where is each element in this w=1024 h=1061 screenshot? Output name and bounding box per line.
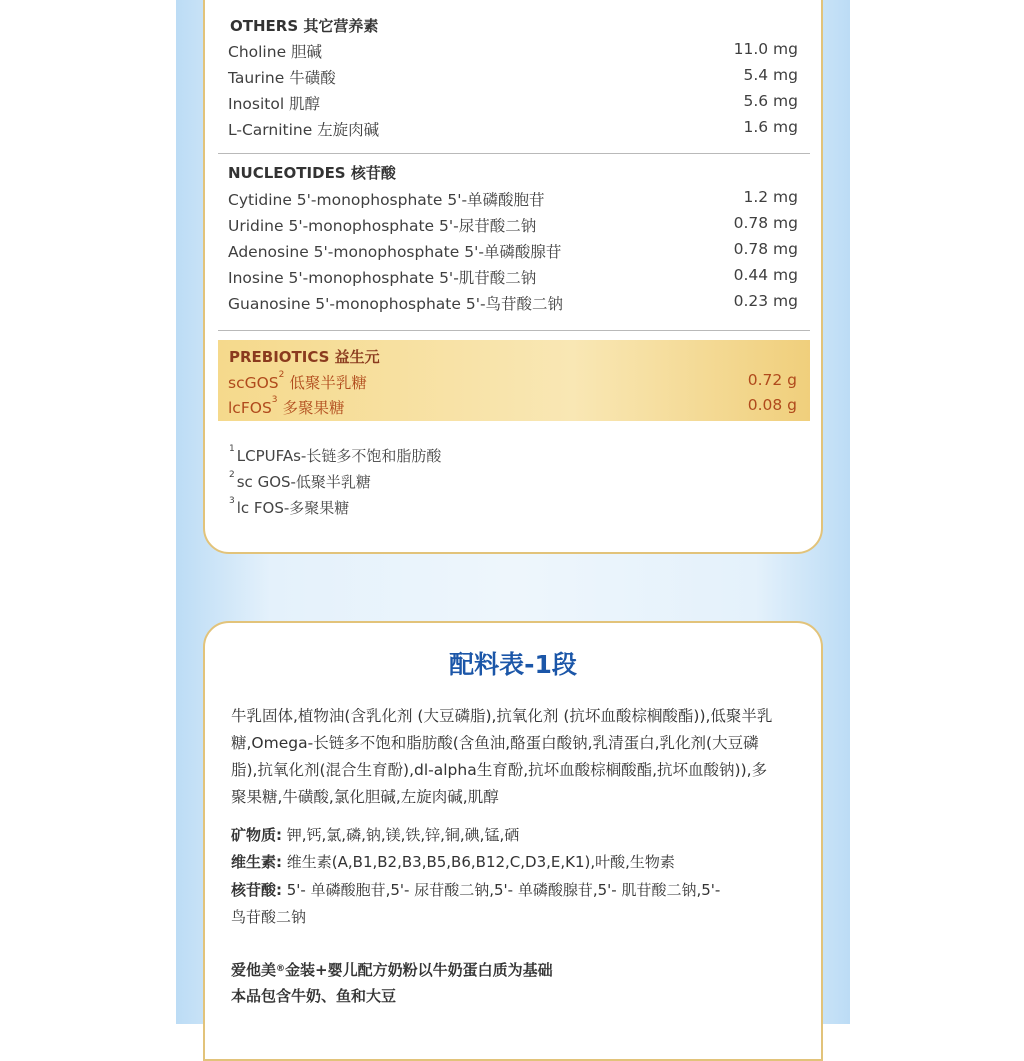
row-name: lcFOS$^3$ 多聚果糖	[228, 395, 345, 417]
table-row	[228, 66, 798, 88]
table-row	[228, 92, 798, 114]
table-row	[228, 292, 798, 314]
row-value: 5.4 mg	[743, 66, 798, 84]
row-name: Inositol 肌醇	[228, 95, 321, 113]
row-name: Taurine 牛磺酸	[228, 69, 336, 87]
vitamins-label: 维生素:	[231, 853, 282, 871]
vitamins-value: 维生素(A,B1,B2,B3,B5,B6,B12,C,D3,E,K1),叶酸,生物素	[282, 853, 675, 871]
row-name: Uridine 5'-monophosphate 5'-尿苷酸二钠	[228, 217, 537, 235]
section-divider	[218, 153, 810, 154]
row-name: L-Carnitine 左旋肉碱	[228, 121, 380, 139]
table-row	[228, 188, 798, 210]
table-row	[228, 240, 798, 262]
row-value: 0.78 mg	[733, 240, 798, 258]
nucleotides-value: 5'- 单磷酸胞苷,5'- 尿苷酸二钠,5'- 单磷酸腺苷,5'- 肌苷酸二钠,5'-	[282, 881, 721, 899]
prebiotics-section-title: PREBIOTICS 益生元	[229, 348, 380, 366]
nucleotides-line-2: 鸟苷酸二钠	[231, 908, 307, 926]
others-section-title: OTHERS 其它营养素	[230, 17, 379, 35]
ingredients-card	[203, 621, 823, 1061]
prebiotics-highlight-box	[218, 340, 810, 421]
minerals-value: 钾,钙,氯,磷,钠,镁,铁,锌,铜,碘,锰,硒	[282, 826, 520, 844]
table-row	[228, 396, 797, 418]
minerals-label: 矿物质:	[231, 826, 282, 844]
row-value: 1.6 mg	[743, 118, 798, 136]
allergen-note: 本品包含牛奶、鱼和大豆	[231, 987, 397, 1005]
table-row	[228, 40, 798, 62]
row-value: 0.23 mg	[733, 292, 798, 310]
table-row	[228, 118, 798, 140]
row-name: Inosine 5'-monophosphate 5'-肌苷酸二钠	[228, 269, 537, 287]
row-value: 11.0 mg	[733, 40, 798, 58]
row-value: 0.08 g	[747, 396, 797, 414]
row-name: Cytidine 5'-monophosphate 5'-单磷酸胞苷	[228, 191, 545, 209]
row-value: 0.72 g	[747, 371, 797, 389]
vitamins-line	[231, 849, 675, 876]
ingredients-title: 配料表-1段	[449, 650, 577, 679]
paragraph-line: 脂),抗氧化剂(混合生育酚),dl-alpha生育酚,抗坏血酸棕榈酸酯,抗坏血酸钠)),多	[231, 761, 768, 779]
row-name: Choline 胆碱	[228, 43, 323, 61]
nucleotides-label: 核苷酸:	[231, 881, 282, 899]
row-name: Guanosine 5'-monophosphate 5'-鸟苷酸二钠	[228, 295, 564, 313]
section-divider	[218, 330, 810, 331]
row-value: 0.44 mg	[733, 266, 798, 284]
row-name: Adenosine 5'-monophosphate 5'-单磷酸腺苷	[228, 243, 562, 261]
nucleotides-line	[231, 877, 720, 904]
nucleotides-section-title: NUCLEOTIDES 核苷酸	[228, 164, 396, 182]
row-value: 5.6 mg	[743, 92, 798, 110]
table-row	[228, 214, 798, 236]
footnote: $^2$ sc GOS-低聚半乳糖	[229, 470, 371, 491]
ingredients-paragraph	[231, 703, 801, 811]
row-name: scGOS$^2$ 低聚半乳糖	[228, 370, 367, 392]
footnote: $^1$ LCPUFAs-长链多不饱和脂肪酸	[229, 444, 442, 465]
footnote: $^3$ lc FOS-多聚果糖	[229, 496, 350, 517]
paragraph-line: 糖,Omega-长链多不饱和脂肪酸(含鱼油,酪蛋白酸钠,乳清蛋白,乳化剂(大豆磷	[231, 734, 759, 752]
table-row	[228, 371, 797, 393]
table-row	[228, 266, 798, 288]
minerals-line	[231, 822, 519, 849]
paragraph-line: 聚果糖,牛磺酸,氯化胆碱,左旋肉碱,肌醇	[231, 788, 499, 806]
paragraph-line: 牛乳固体,植物油(含乳化剂 (大豆磷脂),抗氧化剂 (抗坏血酸棕榈酸酯)),低聚半乳	[231, 707, 773, 725]
product-note: 爱他美®金装+婴儿配方奶粉以牛奶蛋白质为基础	[231, 961, 553, 979]
row-value: 1.2 mg	[743, 188, 798, 206]
row-value: 0.78 mg	[733, 214, 798, 232]
